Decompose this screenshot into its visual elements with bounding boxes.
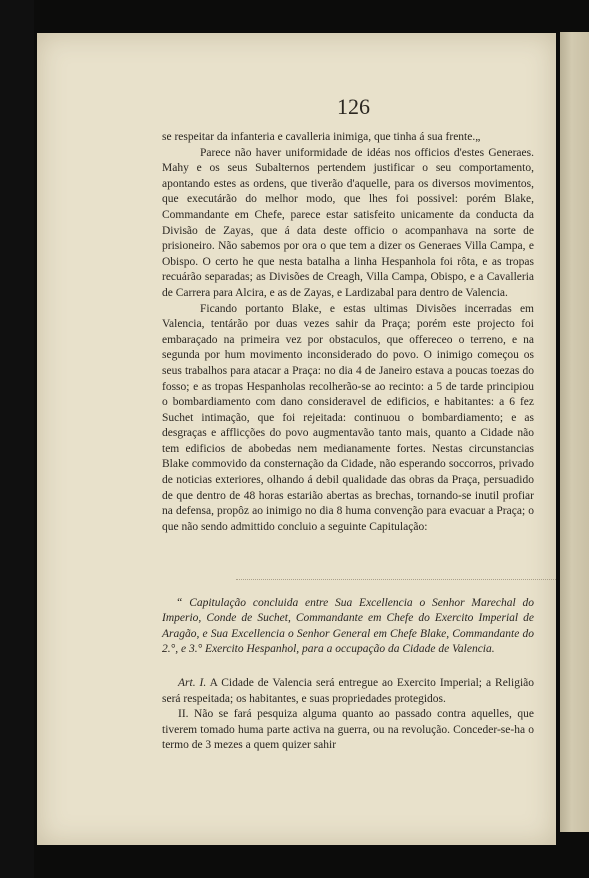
paragraph-generals: Parece não haver uniformidade de idéas nos officios d'estes Generaes. Mahy e os seus Subalternos pertendem justificar o seu comportamento, apontando estes as ordens, que tiverão d'aquelle, para os diversos movimentos, que executárão do melhor modo, que lhes foi possivel: porém Blake, Commandante em Chefe, parece estar satisfeito unicamente da conducta da Divisão de Zayas, que á data deste officio o acompanhava na sorte de prisioneiro. Não sabemos por ora o que tem a dizer os Generaes Villa Campa, e Obispo. O certo he que nesta batalha a linha Hespanhola foi rôta, e as tropas recuárão separadas; as Divisões de Creagh, Villa Campa, Obispo, e a Cavalleria de Carrera para Alcira, e as de Zayas, e Lardizabal para dentro de Valencia. bbox=[162, 146, 534, 299]
article-item bbox=[162, 707, 534, 754]
article-label: II. bbox=[178, 708, 189, 721]
article-text: A Cidade de Valencia será entregue ao Exercito Imperial; a Religião será respeitada; os habitantes, e suas propriedades protegidos. bbox=[162, 677, 534, 705]
section-divider bbox=[236, 579, 556, 580]
capitulation-heading: “ Capitulação concluida entre Sua Excellencia o Senhor Marechal do Imperio, Conde de Suchet, Commandante em Chefe do Exercito Imperial de Aragão, e Sua Excellencia o Senhor General em Chefe Blake, Commandante do 2.°, e 3.° Exercito Hespanhol, para a occupação da Cidade de Valencia. bbox=[162, 597, 534, 655]
capitulation-articles bbox=[162, 676, 534, 754]
body-text bbox=[162, 130, 534, 535]
adjacent-page-edge bbox=[560, 32, 589, 832]
paragraph-siege: Ficando portanto Blake, e estas ultimas Divisões incerradas em Valencia, tentárão por duas vezes sahir da Praça; porém este projecto foi embaraçado na primeira vez por obstaculos, que offereceo o terreno, e na segunda por hum movimento inconsiderado do povo. O inimigo começou os seus trabalhos para atacar a Praça: no dia 4 de Janeiro estava a poucas toezas do fosso; e as tropas Hespanholas recolherão-se ao recinto: a 5 de tarde principiou o bombardiamento com dano consideravel de edificios, e habitantes: a 6 fez Suchet intimação, que foi rejeitada: continuou o bombardiamento; e as desgraças e afflicções do povo augmentavão tanto mais, quanto a Cidade não tem edificios de abobedas nem medianamente fortes. Nestas circunstancias Blake commovido da consternação da Cidade, não esperando soccorros, privado de noticias exteriores, olhando á debil qualidade das obras da Praça, persuadido de que dentro de 48 horas estarião abertas as brechas, tornando-se inutil profiar na defensa, propôz ao inimigo no dia 8 huma convenção para evacuar a Praça; o que não sendo admittido concluio a seguinte Capitulação: bbox=[162, 302, 534, 533]
article-text: Não se fará pesquiza alguma quanto ao passado contra aquelles, que tiverem tomado huma parte activa na guerra, ou na revolução. Conceder-se-ha o termo de 3 mezes a quem quizer sahir bbox=[162, 708, 534, 752]
page-number: 126 bbox=[337, 94, 370, 119]
article-item bbox=[162, 676, 534, 707]
scan-left-border bbox=[0, 0, 34, 878]
paragraph-continuation: se respeitar da infanteria e cavalleria inimiga, que tinha á sua frente.„ bbox=[162, 131, 481, 143]
article-label: Art. I. bbox=[178, 677, 207, 689]
